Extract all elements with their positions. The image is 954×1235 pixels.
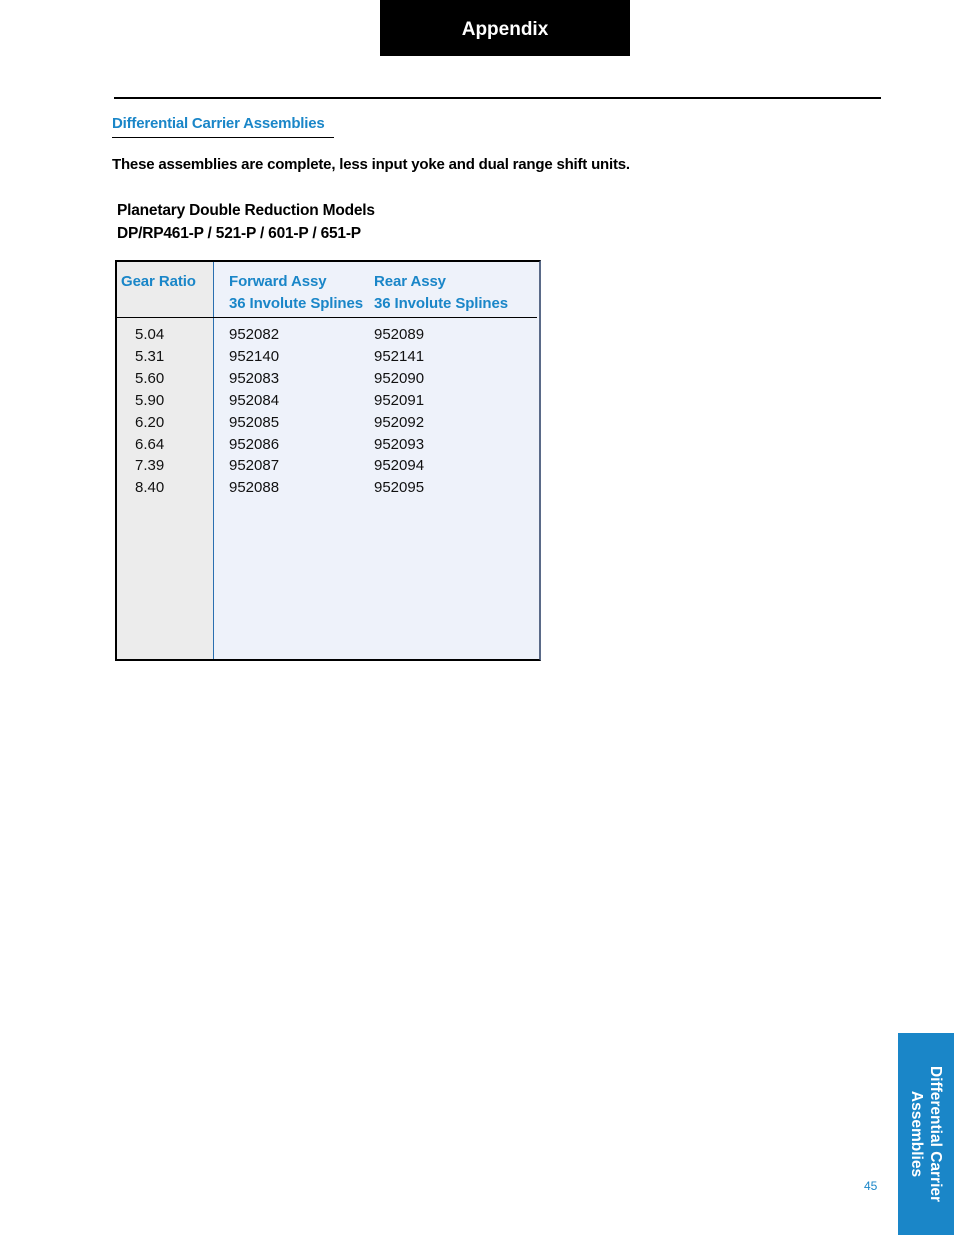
table-cell-forward: 952088 (229, 479, 280, 496)
header-forward-assy (229, 271, 363, 315)
side-section-tab (898, 1033, 954, 1235)
header-rear-line1: Rear Assy (374, 273, 446, 290)
models-heading (117, 199, 375, 245)
top-rule (114, 97, 881, 99)
table-cell-ratio: 5.90 (135, 392, 165, 409)
page-number: 45 (864, 1179, 878, 1193)
table-cell-forward: 952084 (229, 392, 280, 409)
table-cell-ratio: 5.04 (135, 326, 165, 343)
table-cell-rear: 952091 (374, 392, 425, 409)
intro-text: These assemblies are complete, less input yoke and dual range shift units. (112, 156, 630, 173)
table-cell-ratio: 5.31 (135, 348, 165, 365)
gear-ratio-column (117, 262, 214, 659)
table-cell-forward: 952085 (229, 414, 280, 431)
table-cell-rear: 952093 (374, 436, 425, 453)
table-cell-rear: 952095 (374, 479, 425, 496)
side-tab-label (907, 1039, 945, 1229)
section-title: Differential Carrier Assemblies (112, 115, 325, 132)
models-heading-line1: Planetary Double Reduction Models (117, 202, 375, 219)
table-cell-ratio: 7.39 (135, 457, 165, 474)
table-cell-rear: 952141 (374, 348, 425, 365)
table-cell-forward: 952082 (229, 326, 280, 343)
table-cell-forward: 952087 (229, 457, 280, 474)
section-title-underline (112, 137, 334, 138)
table-cell-ratio: 5.60 (135, 370, 165, 387)
table-cell-ratio: 8.40 (135, 479, 165, 496)
side-tab-line2: Assemblies (908, 1090, 925, 1178)
table-cell-rear: 952090 (374, 370, 425, 387)
table-cell-rear: 952094 (374, 457, 425, 474)
table-cell-forward: 952140 (229, 348, 280, 365)
appendix-header-tab: Appendix (380, 0, 630, 56)
table-header-rule (117, 317, 537, 318)
header-rear-assy (374, 271, 508, 315)
table-cell-rear: 952089 (374, 326, 425, 343)
header-forward-line2: 36 Involute Splines (229, 295, 363, 312)
table-cell-forward: 952083 (229, 370, 280, 387)
table-cell-ratio: 6.64 (135, 436, 165, 453)
header-rear-line2: 36 Involute Splines (374, 295, 508, 312)
carrier-table (115, 260, 541, 661)
side-tab-line1: Differential Carrier (927, 1065, 944, 1203)
table-cell-forward: 952086 (229, 436, 280, 453)
models-heading-line2: DP/RP461-P / 521-P / 601-P / 651-P (117, 225, 361, 242)
header-gear-ratio: Gear Ratio (121, 273, 196, 290)
table-cell-ratio: 6.20 (135, 414, 165, 431)
header-forward-line1: Forward Assy (229, 273, 327, 290)
table-cell-rear: 952092 (374, 414, 425, 431)
